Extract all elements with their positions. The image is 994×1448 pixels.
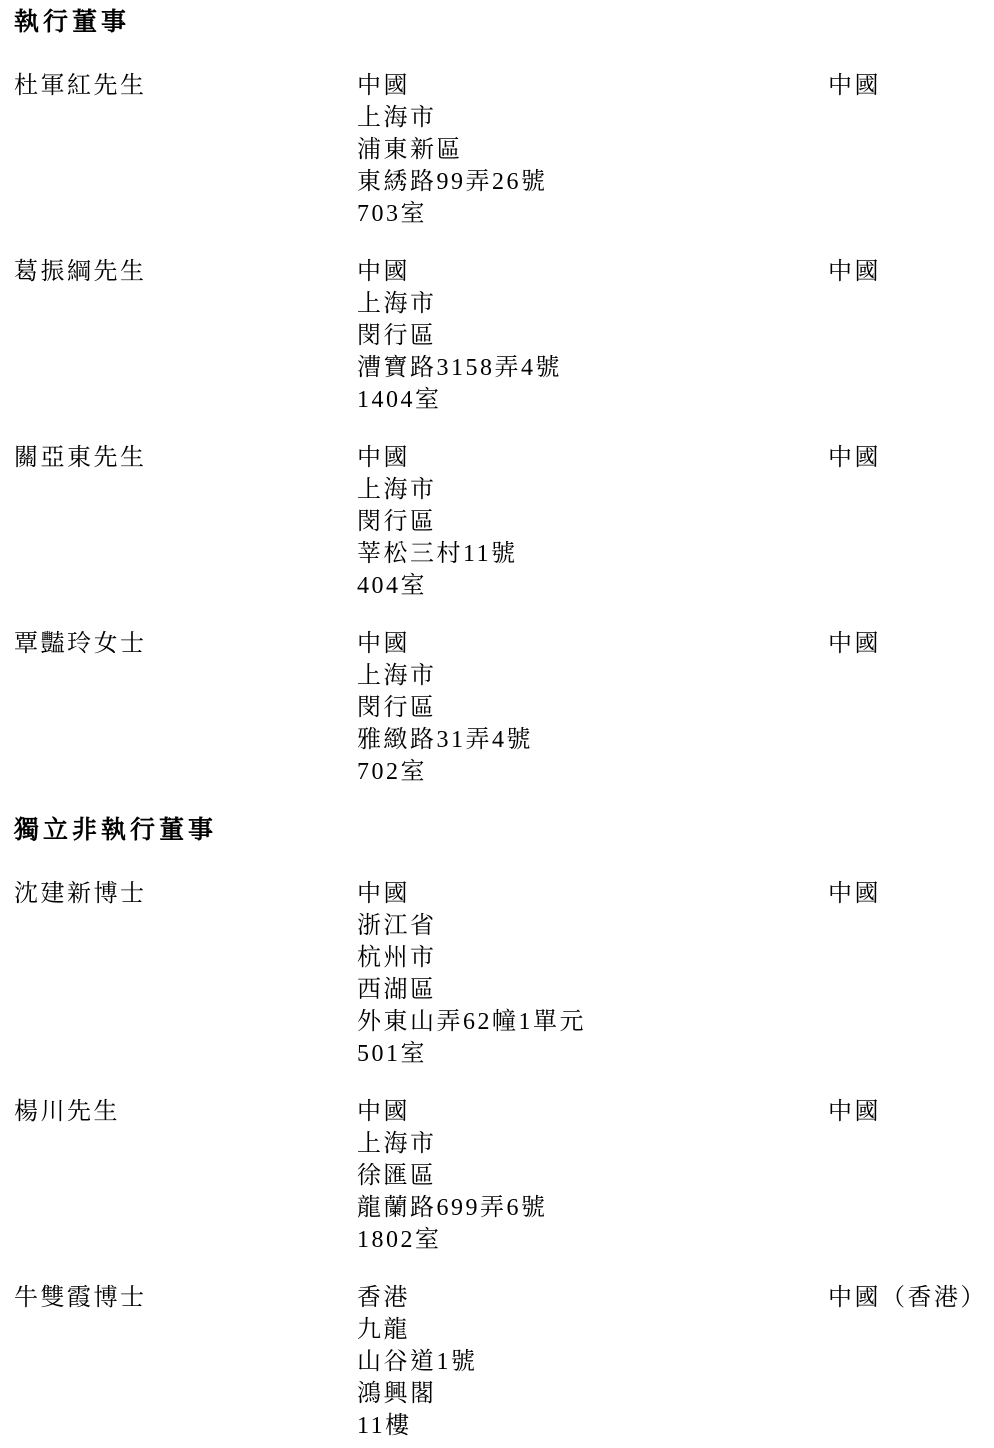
address-line: 中國	[357, 259, 410, 285]
address-line: 501室	[357, 1041, 427, 1067]
address-line: 閔行區	[357, 509, 437, 535]
nationality: 中國	[828, 1099, 881, 1125]
address-line: 703室	[357, 201, 427, 227]
address-line: 中國	[357, 881, 410, 907]
address-line: 11樓	[357, 1413, 412, 1439]
address-line: 中國	[357, 73, 410, 99]
residential-address	[357, 878, 828, 1070]
residential-address	[357, 1282, 828, 1442]
director-entry	[14, 256, 994, 416]
nationality: 中國（香港）	[828, 1285, 987, 1311]
address-line: 浦東新區	[357, 137, 463, 163]
address-line: 西湖區	[357, 977, 437, 1003]
address-line: 香港	[357, 1285, 410, 1311]
residential-address	[357, 256, 828, 416]
residential-address	[357, 70, 828, 230]
nationality: 中國	[828, 73, 881, 99]
nationality: 中國	[828, 631, 881, 657]
director-name: 覃豔玲女士	[14, 631, 147, 657]
address-line: 東綉路99弄26號	[357, 169, 548, 195]
address-line: 莘松三村11號	[357, 541, 518, 567]
nationality: 中國	[828, 881, 881, 907]
address-line: 浙江省	[357, 913, 437, 939]
director-name: 杜軍紅先生	[14, 73, 147, 99]
nationality: 中國	[828, 259, 881, 285]
address-line: 九龍	[357, 1317, 410, 1343]
address-line: 龍蘭路699弄6號	[357, 1195, 548, 1221]
address-line: 上海市	[357, 105, 437, 131]
address-line: 漕寶路3158弄4號	[357, 355, 562, 381]
director-name: 沈建新博士	[14, 881, 147, 907]
nationality: 中國	[828, 445, 881, 471]
director-entry	[14, 1096, 994, 1256]
address-line: 上海市	[357, 291, 437, 317]
address-line: 雅緻路31弄4號	[357, 727, 533, 753]
address-line: 外東山弄62幢1單元	[357, 1009, 586, 1035]
residential-address	[357, 1096, 828, 1256]
director-name: 關亞東先生	[14, 445, 147, 471]
address-line: 上海市	[357, 477, 437, 503]
address-line: 徐匯區	[357, 1163, 437, 1189]
address-line: 杭州市	[357, 945, 437, 971]
address-line: 702室	[357, 759, 427, 785]
address-line: 閔行區	[357, 695, 437, 721]
residential-address	[357, 628, 828, 788]
director-entry	[14, 628, 994, 788]
director-entry	[14, 442, 994, 602]
address-line: 404室	[357, 573, 427, 599]
address-line: 中國	[357, 1099, 410, 1125]
address-line: 上海市	[357, 1131, 437, 1157]
address-line: 1404室	[357, 387, 442, 413]
director-name: 葛振綱先生	[14, 259, 147, 285]
section-heading-executive-directors: 執行董事	[14, 8, 131, 36]
address-line: 中國	[357, 631, 410, 657]
director-entry	[14, 70, 994, 230]
director-entry	[14, 1282, 994, 1442]
director-name: 牛雙霞博士	[14, 1285, 147, 1311]
section-heading-independent-non-executive-directors: 獨立非執行董事	[14, 816, 218, 844]
residential-address	[357, 442, 828, 602]
address-line: 閔行區	[357, 323, 437, 349]
director-name: 楊川先生	[14, 1099, 120, 1125]
address-line: 鴻興閣	[357, 1381, 437, 1407]
address-line: 1802室	[357, 1227, 442, 1253]
address-line: 山谷道1號	[357, 1349, 478, 1375]
director-entry	[14, 878, 994, 1070]
address-line: 中國	[357, 445, 410, 471]
address-line: 上海市	[357, 663, 437, 689]
